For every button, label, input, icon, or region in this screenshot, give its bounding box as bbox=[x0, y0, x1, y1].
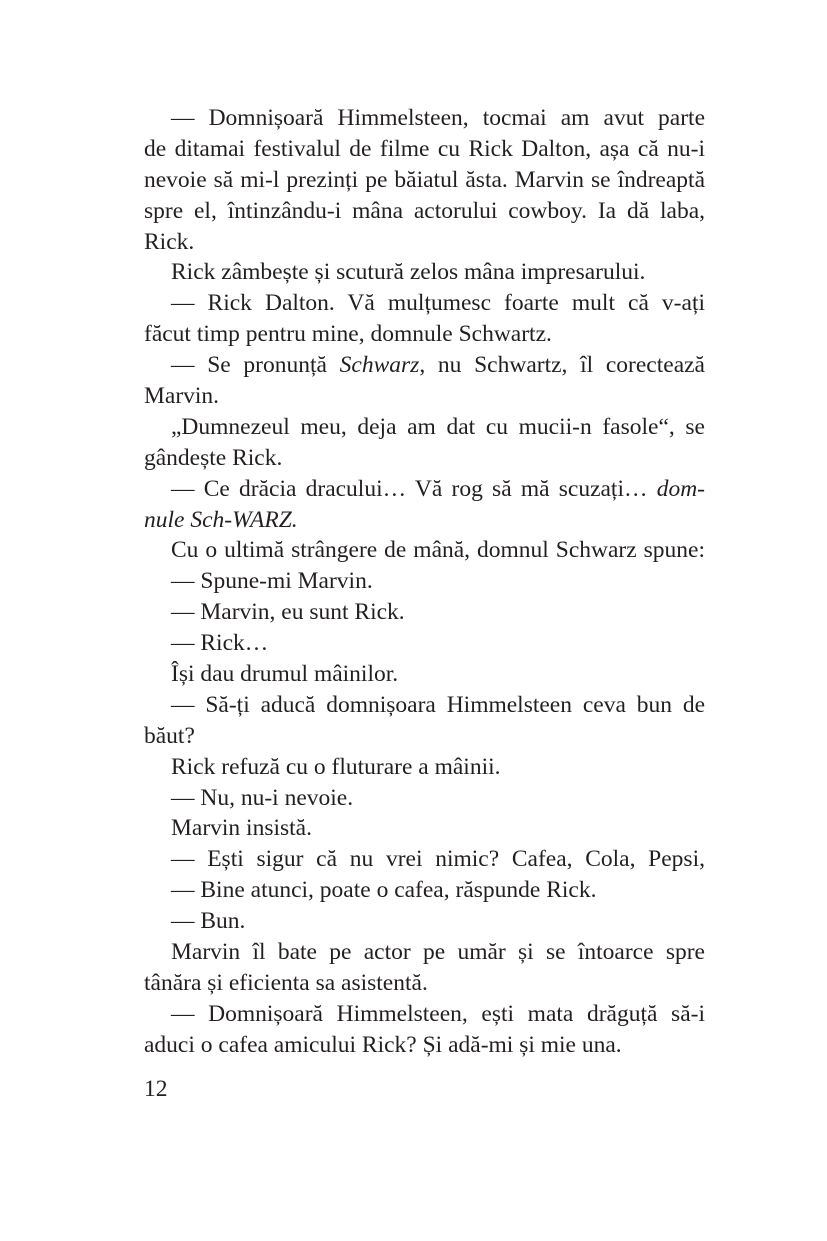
text-line bbox=[144, 443, 705, 474]
book-page-text bbox=[144, 103, 705, 1061]
italic-text: nule Sch-WARZ. bbox=[144, 506, 298, 533]
text-segment: Rick zâmbește și scutură zelos mâna impresarului. bbox=[171, 259, 646, 286]
text-line bbox=[144, 505, 705, 536]
text-line bbox=[144, 134, 705, 165]
text-line bbox=[144, 103, 705, 134]
text-line bbox=[144, 690, 705, 721]
text-line bbox=[144, 752, 705, 783]
text-segment: — Să-ți aducă domnișoara Himmelsteen ceva bun de bbox=[171, 691, 705, 718]
text-segment: — Bine atunci, poate o cafea, răspunde Rick. bbox=[171, 877, 597, 904]
text-segment: Marvin. bbox=[144, 383, 220, 410]
text-line bbox=[144, 319, 705, 350]
text-line bbox=[144, 196, 705, 227]
text-line bbox=[144, 875, 705, 906]
text-segment: Cu o ultimă strângere de mână, domnul Schwarz spune: bbox=[171, 537, 705, 564]
text-segment: — Ești sigur că nu vrei nimic? Cafea, Cola, Pepsi, bbox=[171, 846, 705, 873]
text-line bbox=[144, 628, 705, 659]
text-line bbox=[144, 597, 705, 628]
text-segment: — Se pronunță bbox=[171, 352, 340, 379]
text-line bbox=[144, 813, 705, 844]
text-segment: — Rick… bbox=[171, 630, 269, 657]
text-segment: băut? bbox=[144, 722, 195, 749]
text-segment: „Dumnezeul meu, deja am dat cu mucii-n fasole“, se bbox=[171, 413, 705, 440]
text-segment: Marvin insistă. bbox=[171, 815, 312, 842]
italic-text: dom- bbox=[656, 475, 705, 502]
italic-text: Schwarz bbox=[339, 352, 420, 379]
text-line bbox=[144, 566, 705, 597]
text-segment: — Domnișoară Himmelsteen, tocmai am avut parte bbox=[171, 105, 705, 131]
text-segment: făcut timp pentru mine, domnule Schwartz. bbox=[144, 321, 552, 348]
text-segment: Rick refuză cu o fluturare a mâinii. bbox=[171, 753, 501, 780]
text-line bbox=[144, 474, 705, 505]
text-segment: — Nu, nu-i nevoie. bbox=[171, 784, 354, 811]
text-line bbox=[144, 381, 705, 412]
text-line bbox=[144, 844, 705, 875]
text-segment: — Spune-mi Marvin. bbox=[171, 568, 373, 595]
text-segment: Rick. bbox=[144, 228, 195, 255]
text-line bbox=[144, 783, 705, 814]
text-line bbox=[144, 968, 705, 999]
text-segment: spre el, întinzându-i mâna actorului cowboy. Ia dă laba, bbox=[144, 197, 705, 224]
text-line bbox=[144, 1030, 705, 1061]
text-line bbox=[144, 288, 705, 319]
text-line bbox=[144, 412, 705, 443]
text-segment: tânăra și eficienta sa asistentă. bbox=[144, 969, 428, 996]
text-line bbox=[144, 165, 705, 196]
text-line bbox=[144, 227, 705, 258]
text-line bbox=[144, 257, 705, 288]
text-line bbox=[144, 535, 705, 566]
text-segment: — Domnișoară Himmelsteen, ești mata drăguță să-i bbox=[171, 1000, 705, 1027]
text-segment: — Marvin, eu sunt Rick. bbox=[171, 599, 405, 626]
text-line bbox=[144, 906, 705, 937]
text-segment: gândește Rick. bbox=[144, 444, 283, 471]
text-segment: — Ce drăcia dracului… Vă rog să mă scuzați… bbox=[171, 475, 657, 502]
text-line bbox=[144, 999, 705, 1030]
text-segment: — Bun. bbox=[171, 908, 246, 935]
text-segment: aduci o cafea amicului Rick? Și adă-mi și mie una. bbox=[144, 1031, 622, 1058]
text-line bbox=[144, 721, 705, 752]
text-segment: Marvin îl bate pe actor pe umăr și se întoarce spre bbox=[171, 939, 705, 966]
text-segment: Își dau drumul mâinilor. bbox=[171, 661, 399, 688]
text-segment: — Rick Dalton. Vă mulțumesc foarte mult că v-ați bbox=[171, 290, 705, 317]
text-segment: de ditamai festivalul de filme cu Rick Dalton, așa că nu-i bbox=[144, 135, 705, 162]
text-segment: nevoie să mi-l prezinți pe băiatul ăsta. Marvin se îndreaptă bbox=[144, 166, 705, 193]
text-segment: , nu Schwartz, îl corectează bbox=[419, 352, 705, 379]
text-line bbox=[144, 350, 705, 381]
page-number: 12 bbox=[144, 1076, 168, 1102]
text-line bbox=[144, 659, 705, 690]
text-line bbox=[144, 937, 705, 968]
